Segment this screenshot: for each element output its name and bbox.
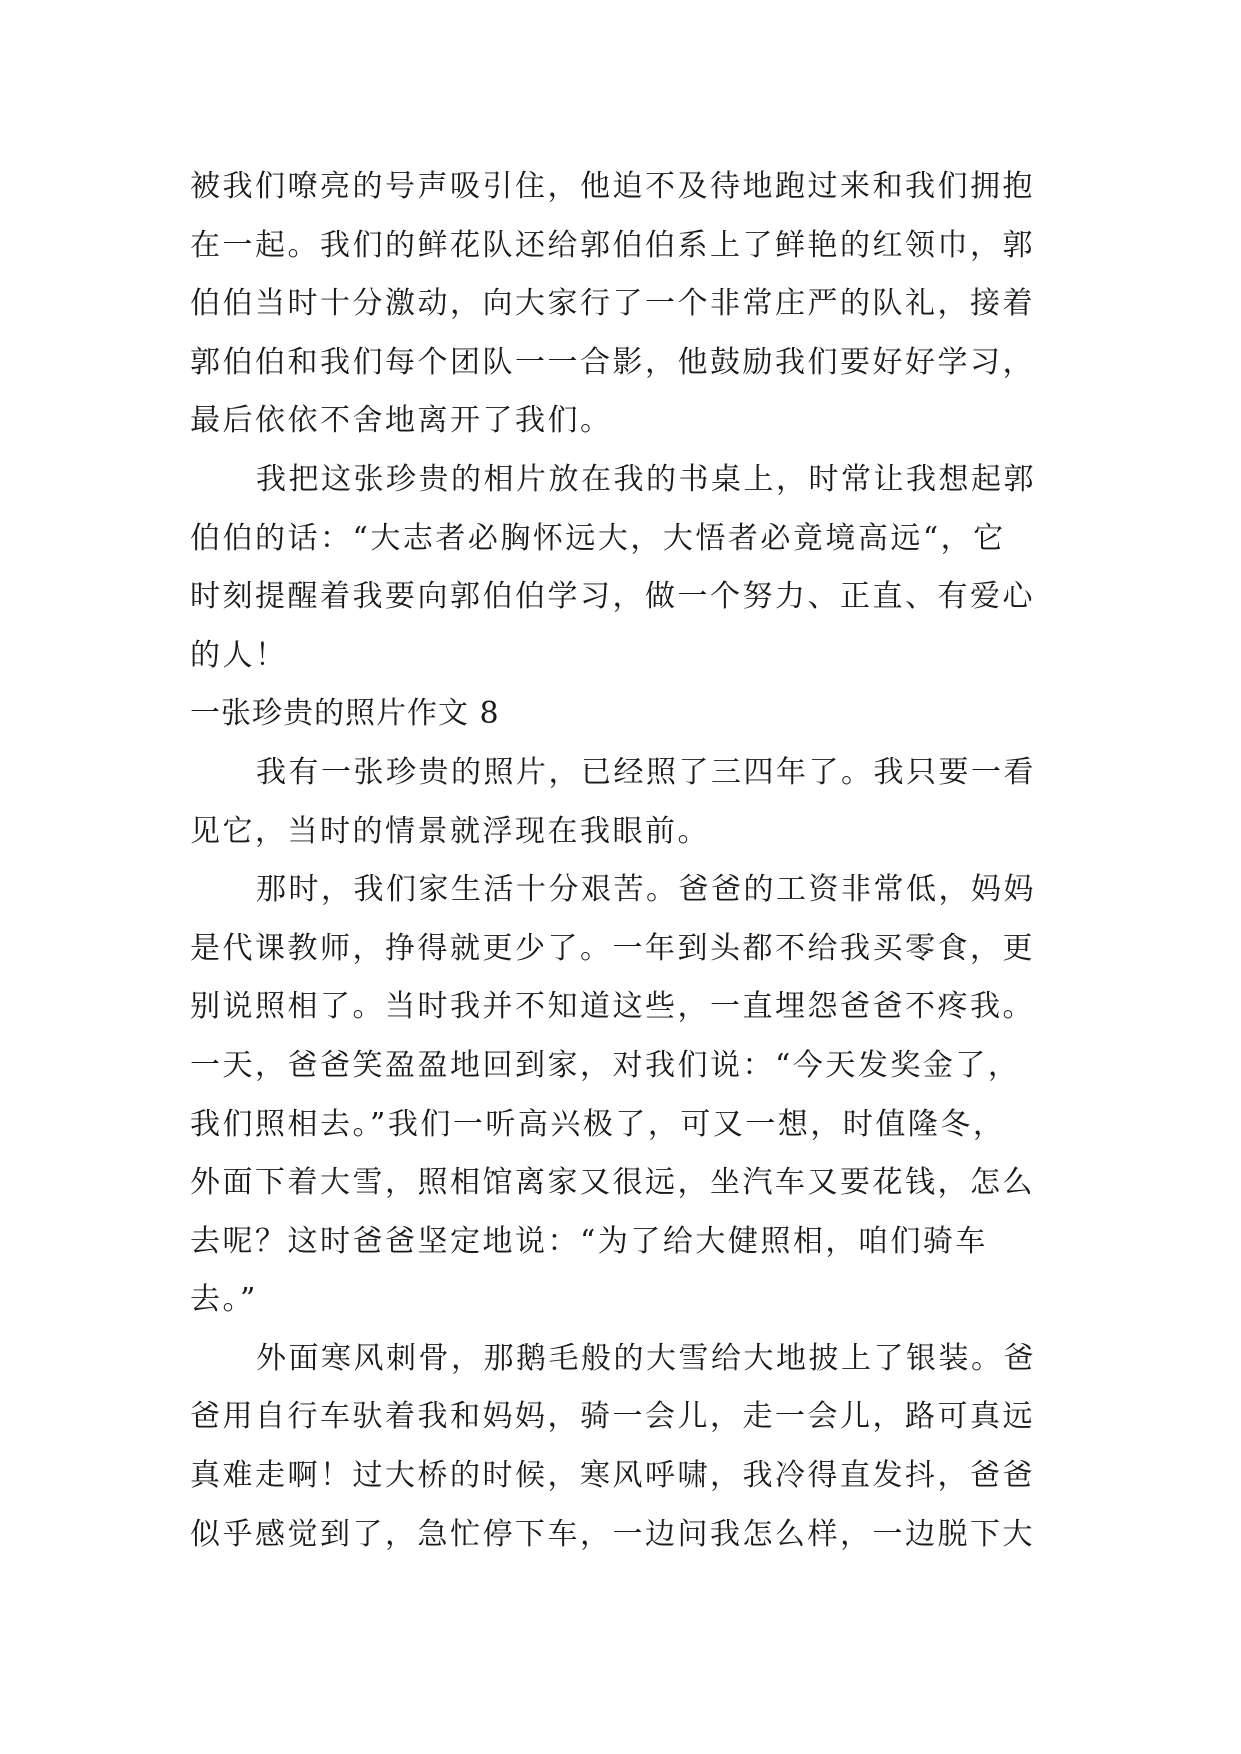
text-line: 最后依依不舍地离开了我们。 [190,403,613,439]
text-line: 似乎感觉到了，急忙停下车，一边问我怎么样，一边脱下大 [190,1516,1035,1552]
text-line: 我把这张珍贵的相片放在我的书桌上，时常让我想起郭 [256,461,1036,497]
text-line: 我有一张珍贵的照片，已经照了三四年了。我只要一看 [256,754,1036,790]
text-line: 真难走啊！过大桥的时候，寒风呼啸，我冷得直发抖，爸爸 [190,1458,1035,1494]
text-line: 伯伯当时十分激动，向大家行了一个非常庄严的队礼，接着 [190,286,1035,322]
text-line: 爸用自行车驮着我和妈妈，骑一会儿，走一会儿，路可真远 [190,1399,1035,1435]
text-line: 那时，我们家生活十分艰苦。爸爸的工资非常低，妈妈 [256,872,1036,908]
text-line: 伯伯的话：“大志者必胸怀远大，大悟者必竟境高远“，它 [190,520,1006,556]
text-line: 时刻提醒着我要向郭伯伯学习，做一个努力、正直、有爱心 [190,579,1035,615]
text-line: 外面下着大雪，照相馆离家又很远，坐汽车又要花钱，怎么 [190,1165,1035,1201]
text-line: 去。” [190,1282,258,1318]
text-line: 是代课教师，挣得就更少了。一年到头都不给我买零食，更 [190,930,1035,966]
text-line: 的人！ [190,637,288,673]
text-line: 别说照相了。当时我并不知道这些，一直埋怨爸爸不疼我。 [190,989,1035,1025]
text-line: 在一起。我们的鲜花队还给郭伯伯系上了鲜艳的红领巾，郭 [190,227,1035,263]
text-line: 被我们嘹亮的号声吸引住，他迫不及待地跑过来和我们拥抱 [190,169,1035,204]
text-line: 我们照相去。”我们一听高兴极了，可又一想，时值隆冬， [190,1106,1006,1142]
text-line: 去呢？这时爸爸坚定地说：“为了给大健照相，咱们骑车 [190,1223,988,1259]
text-line: 外面寒风刺骨，那鹅毛般的大雪给大地披上了银装。爸 [256,1340,1036,1376]
text-line: 见它，当时的情景就浮现在我眼前。 [190,813,710,849]
text-line: 一天，爸爸笑盈盈地回到家，对我们说：“今天发奖金了， [190,1047,1021,1083]
document-body [190,158,1070,1564]
text-line: 郭伯伯和我们每个团队一一合影，他鼓励我们要好好学习， [190,344,1035,380]
section-heading: 一张珍贵的照片作文 8 [190,696,500,732]
